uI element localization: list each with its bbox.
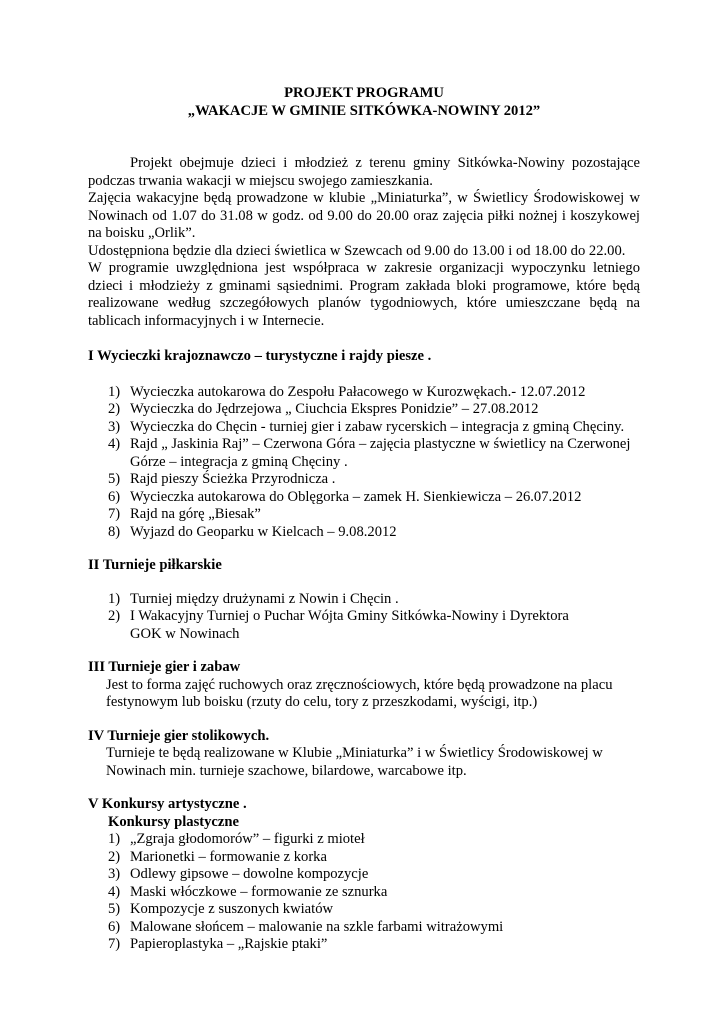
section-3-text: Jest to forma zajęć ruchowych oraz zręcznościowych, które będą prowadzone na placu festynowym lub boisku (rzuty do celu, tory z przeszkodami, wyścigi, itp.) xyxy=(106,676,613,710)
section-4-text: Turnieje te będą realizowane w Klubie „Miniaturka” i w Świetlicy Środowiskowej w Nowinach min. turnieje szachowe, bilardowe, warcabowe itp. xyxy=(106,745,603,779)
section-2-heading: II Turnieje piłkarskie xyxy=(88,557,222,573)
document-page xyxy=(88,84,640,954)
list-item: 3) Odlewy gipsowe – dowolne kompozycje xyxy=(108,866,369,882)
intro-paragraph-2: Zajęcia wakacyjne będą prowadzone w klubie „Miniaturka”, w Świetlicy Środowiskowej w Nowinach od 1.07 do 31.08 w godz. od 9.00 do 20.00 oraz zajęcia piłki nożnej i koszykowej na boisku „Orlik”. xyxy=(88,190,640,241)
section-1-list xyxy=(88,384,640,542)
list-item: 1) „Zgraja głodomorów” – figurki z mioteł xyxy=(108,831,365,847)
list-item: 5) Kompozycje z suszonych kwiatów xyxy=(108,901,334,917)
list-item: 8) Wyjazd do Geoparku w Kielcach – 9.08.2012 xyxy=(108,523,397,540)
section-5-subheading: Konkursy plastyczne xyxy=(108,813,239,830)
list-item: 4) Rajd „ Jaskinia Raj” – Czerwona Góra – zajęcia plastyczne w świetlicy na Czerwonej Górze – integracja z gminą Chęciny . xyxy=(108,436,631,470)
list-item: 4) Maski włóczkowe – formowanie ze sznurka xyxy=(108,883,388,900)
title-line-1: PROJEKT PROGRAMU xyxy=(284,85,444,101)
list-item: 6) Wycieczka autokarowa do Oblęgorka – zamek H. Sienkiewicza – 26.07.2012 xyxy=(108,488,582,505)
title-line-2: „WAKACJE W GMINIE SITKÓWKA-NOWINY 2012” xyxy=(187,103,541,119)
list-item: 2) Wycieczka do Jędrzejowa „ Ciuchcia Ekspres Ponidzie” – 27.08.2012 xyxy=(108,401,539,417)
section-5-heading: V Konkursy artystyczne . xyxy=(88,796,247,812)
list-item: 7) Papieroplastyka – „Rajskie ptaki” xyxy=(108,936,328,952)
section-2-list xyxy=(88,591,640,644)
list-item: 7) Rajd na górę „Biesak” xyxy=(108,506,261,522)
section-5-list xyxy=(88,831,640,954)
section-4-heading: IV Turnieje gier stolikowych. xyxy=(88,727,270,744)
list-item: 2) Marionetki – formowanie z korka xyxy=(108,848,327,865)
list-item: 3) Wycieczka do Chęcin - turniej gier i zabaw rycerskich – integracja z gminą Chęciny. xyxy=(108,418,625,435)
intro-paragraph-4: W programie uwzględniona jest współpraca w zakresie organizacji wypoczynku letniego dzieci i młodzieży z gminami sąsiednimi. Program zakłada bloki programowe, które będą realizowane według szczegółowych planów tygodniowych, które umieszczane będą na tablicach informacyjnych i w Internecie. xyxy=(88,260,640,329)
list-item: 5) Rajd pieszy Ścieżka Przyrodnicza . xyxy=(108,471,336,487)
section-1-heading: I Wycieczki krajoznawczo – turystyczne i rajdy piesze . xyxy=(88,348,432,364)
list-item: 1) Turniej między drużynami z Nowin i Chęcin . xyxy=(108,590,399,607)
section-3-heading: III Turnieje gier i zabaw xyxy=(88,659,241,675)
intro-paragraph-3: Udostępniona będzie dla dzieci świetlica w Szewcach od 9.00 do 13.00 i od 18.00 do 22.00. xyxy=(88,242,626,259)
list-item: 1) Wycieczka autokarowa do Zespołu Pałacowego w Kurozwękach.- 12.07.2012 xyxy=(108,383,586,400)
intro-paragraph-1: Projekt obejmuje dzieci i młodzież z terenu gminy Sitkówka-Nowiny pozostające podczas trwania wakacji w miejscu swojego zamieszkania. xyxy=(88,155,640,189)
list-item: 2) I Wakacyjny Turniej o Puchar Wójta Gminy Sitkówka-Nowiny i Dyrektora GOK w Nowinach xyxy=(108,608,569,642)
list-item: 6) Malowane słońcem – malowanie na szkle farbami witrażowymi xyxy=(108,918,504,935)
document-title xyxy=(88,84,640,120)
